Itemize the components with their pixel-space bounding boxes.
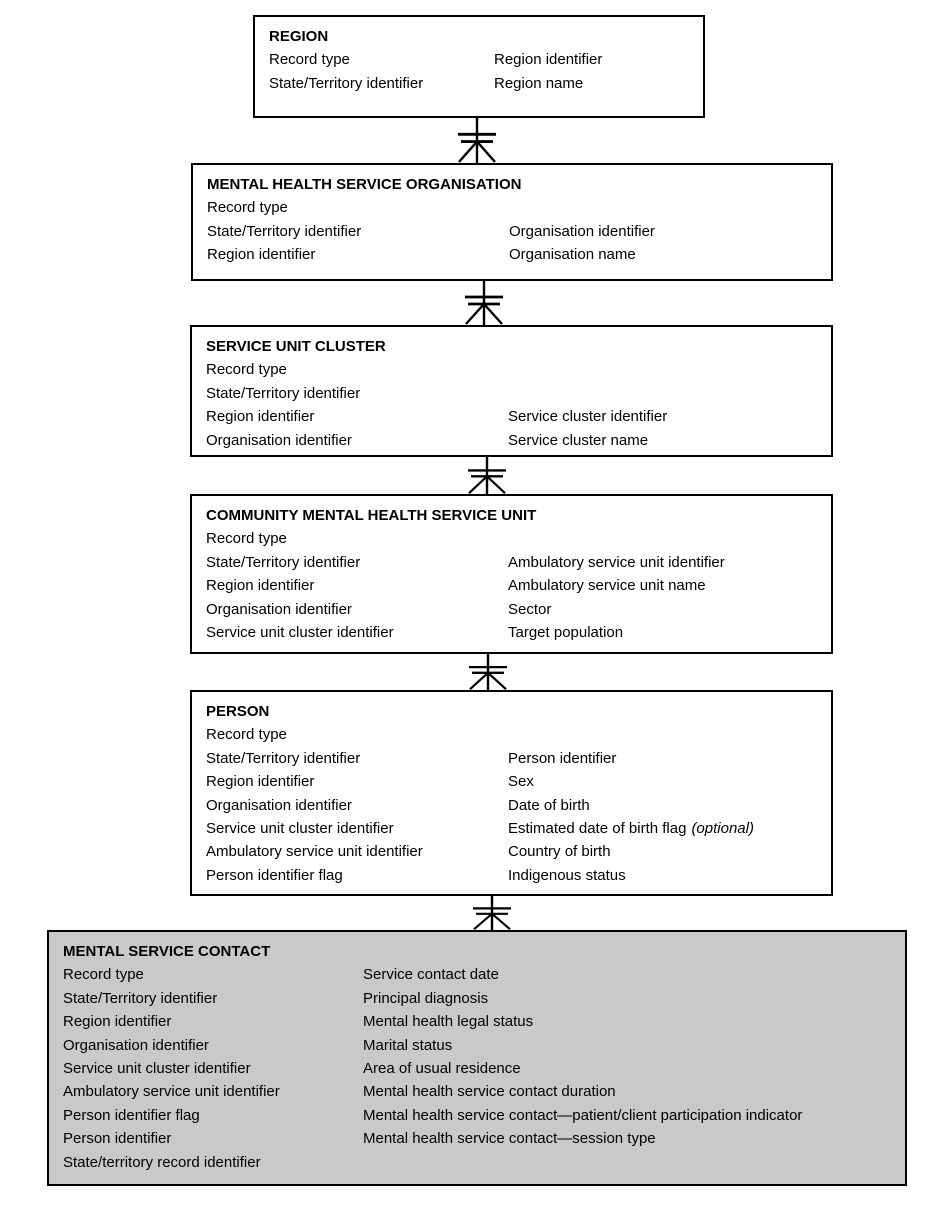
optional-flag-label: (optional) [691,819,754,837]
attribute-label: Mental health service contact duration [363,1083,616,1101]
attribute-label: Ambulatory service unit name [508,577,706,595]
attribute-label: Ambulatory service unit identifier [508,553,725,571]
attribute-row [206,527,831,550]
attribute-label: Organisation identifier [206,431,352,449]
attribute-label: State/Territory identifier [206,553,361,571]
attribute-label: Sex [508,773,534,791]
entity-person [190,690,833,896]
attribute-label: Region identifier [206,408,315,426]
attribute-label: Service contact date [363,966,499,984]
attribute-row [206,598,831,621]
attribute-row [206,621,831,644]
attribute-label [508,817,754,840]
attribute-row [207,243,831,266]
attribute-label: Record type [207,199,288,217]
attribute-row [206,817,831,840]
attribute-label: Person identifier flag [206,866,343,884]
attribute-label: Person identifier [63,1130,172,1148]
attribute-row [63,1057,905,1080]
attribute-row [63,963,905,986]
entity-title: MENTAL SERVICE CONTACT [63,943,271,960]
attribute-label: Principal diagnosis [363,989,489,1007]
attribute-label: Ambulatory service unit identifier [63,1083,280,1101]
entity-title: PERSON [206,703,270,720]
attribute-row [63,1151,905,1174]
attribute-row [206,723,831,746]
attribute-row [206,574,831,597]
one-to-many-connector-icon [470,896,514,930]
attribute-label: Sector [508,600,552,618]
attribute-row [269,48,703,71]
attribute-row [63,1010,905,1033]
entity-mental-service-contact [47,930,907,1186]
attribute-label: Record type [206,726,287,744]
attribute-label: Record type [269,51,350,69]
attribute-row [269,72,703,95]
attribute-row [206,405,831,428]
attribute-label: State/Territory identifier [269,74,424,92]
attribute-label: Service cluster identifier [508,408,668,426]
attribute-label: Mental health service contact—patient/client participation indicator [363,1106,803,1124]
attribute-label: Region identifier [63,1013,172,1031]
entity-region [253,15,705,118]
one-to-many-connector-icon [462,281,506,325]
attribute-label: Target population [508,623,624,641]
attribute-label: State/Territory identifier [206,384,361,402]
attribute-label: Organisation identifier [206,600,352,618]
attribute-row [63,1080,905,1103]
attribute-label: Person identifier [508,749,617,767]
attribute-label: Record type [206,530,287,548]
attribute-label: Organisation identifier [63,1036,209,1054]
attribute-row [63,987,905,1010]
attribute-label: Record type [63,966,144,984]
one-to-many-connector-icon [455,118,499,163]
entity-service-unit-cluster [190,325,833,457]
attribute-row [206,551,831,574]
attribute-label: Service unit cluster identifier [206,623,394,641]
attribute-label: Organisation identifier [509,222,655,240]
attribute-row [206,382,831,405]
entity-title: MENTAL HEALTH SERVICE ORGANISATION [207,176,522,193]
attribute-label: Organisation name [509,246,636,264]
attribute-label: State/Territory identifier [63,989,218,1007]
entity-title: REGION [269,28,329,45]
attribute-row [63,1034,905,1057]
attribute-row [206,770,831,793]
attribute-row [207,220,831,243]
entity-title: SERVICE UNIT CLUSTER [206,338,386,355]
attribute-label: Mental health legal status [363,1013,534,1031]
attribute-label: Service unit cluster identifier [206,819,394,837]
attribute-label: State/territory record identifier [63,1153,261,1171]
attribute-row [206,794,831,817]
attribute-label: Service cluster name [508,431,649,449]
attribute-label: Area of usual residence [363,1059,521,1077]
attribute-label: Indigenous status [508,866,626,884]
attribute-label: Ambulatory service unit identifier [206,843,423,861]
attribute-row [63,1127,905,1150]
attribute-label: Region identifier [206,577,315,595]
attribute-label: Estimated date of birth flag [508,819,687,837]
one-to-many-connector-icon [465,457,509,494]
attribute-row [206,747,831,770]
entity-community-mental-health-service-unit [190,494,833,654]
attribute-label: State/Territory identifier [206,749,361,767]
attribute-label: Organisation identifier [206,796,352,814]
attribute-row [206,840,831,863]
attribute-label: Mental health service contact—session type [363,1130,656,1148]
attribute-label: Region identifier [494,51,603,69]
one-to-many-connector-icon [466,654,510,690]
attribute-row [206,429,831,452]
attribute-label: Country of birth [508,843,611,861]
attribute-row [207,196,831,219]
attribute-row [206,358,831,381]
attribute-row [63,1104,905,1127]
attribute-label: Record type [206,361,287,379]
attribute-label: Marital status [363,1036,453,1054]
attribute-label: Service unit cluster identifier [63,1059,251,1077]
attribute-label: Region identifier [206,773,315,791]
attribute-label: Date of birth [508,796,590,814]
attribute-label: Region name [494,74,584,92]
attribute-row [206,864,831,887]
attribute-label: Person identifier flag [63,1106,200,1124]
attribute-label: State/Territory identifier [207,222,362,240]
attribute-label: Region identifier [207,246,316,264]
entity-title: COMMUNITY MENTAL HEALTH SERVICE UNIT [206,507,537,524]
entity-mental-health-service-organisation [191,163,833,281]
